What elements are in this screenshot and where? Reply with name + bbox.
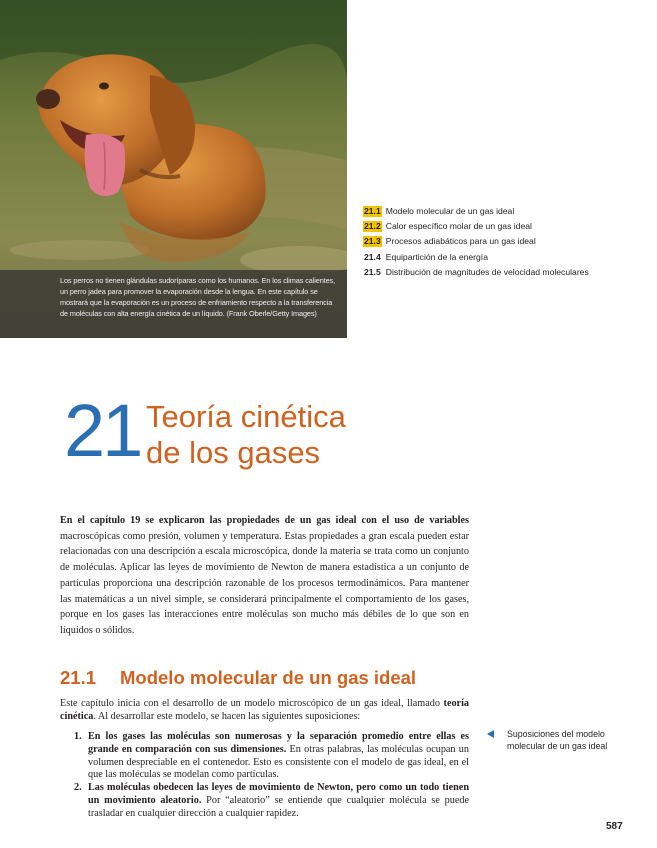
toc-item-number: 21.1 bbox=[364, 206, 381, 216]
section-number: 21.1 bbox=[60, 667, 97, 688]
list-item-number: 1. bbox=[74, 731, 82, 742]
page-number: 587 bbox=[606, 821, 623, 832]
chapter-title-line1: Teoría cinética bbox=[146, 399, 346, 434]
toc-item[interactable] bbox=[363, 265, 655, 280]
toc-item[interactable] bbox=[363, 219, 655, 234]
chapter-intro bbox=[60, 513, 469, 639]
chapter-title-line2: de los gases bbox=[146, 435, 321, 470]
toc-item[interactable] bbox=[363, 234, 655, 249]
list-item-number: 2. bbox=[74, 782, 82, 794]
section-para-b: . Al desarrollar este modelo, se hacen las siguientes suposiciones: bbox=[93, 711, 361, 723]
toc-item-number: 21.2 bbox=[364, 221, 381, 232]
chapter-contents bbox=[363, 204, 655, 280]
chapter-number: 21 bbox=[64, 389, 141, 472]
toc-item[interactable] bbox=[363, 204, 655, 219]
section-paragraph bbox=[60, 697, 469, 724]
toc-item-title: Procesos adiabáticos para un gas ideal bbox=[385, 236, 536, 247]
photo-caption bbox=[0, 270, 347, 338]
section-title: Modelo molecular de un gas ideal bbox=[120, 667, 417, 688]
list-item bbox=[74, 782, 469, 820]
intro-paragraph bbox=[60, 513, 469, 639]
section-para-a: Este capítulo inicia con el desarrollo de un modelo microscópico de un gas ideal, llamado bbox=[60, 698, 440, 709]
toc-item-number: 21.5 bbox=[364, 266, 381, 277]
toc-item-title: Modelo molecular de un gas ideal bbox=[385, 206, 515, 216]
list-item-text: Por “aleatorio” se entiende que cualquier molécula se puede trasladar en cualquier dirección a cualquier rapidez. bbox=[88, 794, 469, 819]
toc-item-title: Calor específico molar de un gas ideal bbox=[385, 221, 532, 232]
chapter-opener-photo bbox=[0, 0, 347, 338]
photo-caption-text: Los perros no tienen glándulas sudoríparas como los humanos. En los climas calientes, un perro jadea para promover la evaporación desde la lengua. En este capítulo se mostrará que la evaporación es un proceso de enfriamiento respecto a la transferencia de moléculas con alta energía cinética de un líquido. (Frank Oberle/Getty Images) bbox=[60, 276, 336, 318]
toc-item-number: 21.3 bbox=[364, 236, 381, 247]
key-term: teoría cinética bbox=[60, 698, 470, 723]
intro-text: macroscópicas como presión, volumen y temperatura. Estas propiedades a gran escala pueden estar relacionadas con una descripción a escala microscópica, donde la materia se trata como un conjunto de moléculas. Aplicar las leyes de movimiento de Newton de manera estadística a un conjunto de partículas proporciona una descripción razonable de los procesos termodinámicos. Para mantener las matemáticas a un nivel simple, se considerará principalmente el comportamiento de los gases, porque en los gases las interacciones entre moléculas son mucho más débiles de lo que son en líquidos o sólidos. bbox=[60, 530, 469, 636]
toc-item-title: Equipartición de la energía bbox=[385, 251, 488, 262]
list-item-bold: Las moléculas obedecen las leyes de movimiento de Newton, pero como un todo tienen un movimiento aleatorio. bbox=[88, 782, 469, 806]
list-item-bold: En los gases las moléculas son numerosas y la separación promedio entre ellas es grande en comparación con sus dimensiones. bbox=[88, 731, 469, 755]
margin-note-text: Suposiciones del modelo molecular de un gas ideal bbox=[507, 729, 608, 751]
toc-item[interactable] bbox=[363, 250, 655, 265]
triangle-pointer-icon bbox=[487, 730, 494, 738]
margin-note bbox=[487, 728, 627, 752]
list-item bbox=[74, 731, 469, 782]
chapter-title bbox=[146, 399, 346, 471]
intro-lead: En el capítulo 19 se explicaron las propiedades de un gas ideal con el uso de variables bbox=[60, 515, 469, 526]
toc-item-title: Distribución de magnitudes de velocidad moleculares bbox=[385, 266, 589, 277]
section-heading bbox=[60, 666, 416, 690]
toc-item-number: 21.4 bbox=[364, 251, 381, 262]
assumptions-list bbox=[74, 731, 469, 821]
list-item-text: En otras palabras, las moléculas ocupan un volumen despreciable en el contenedor. Esto es consistente con el modelo de gas ideal, en el que las moléculas se modelan como partículas. bbox=[88, 743, 469, 781]
